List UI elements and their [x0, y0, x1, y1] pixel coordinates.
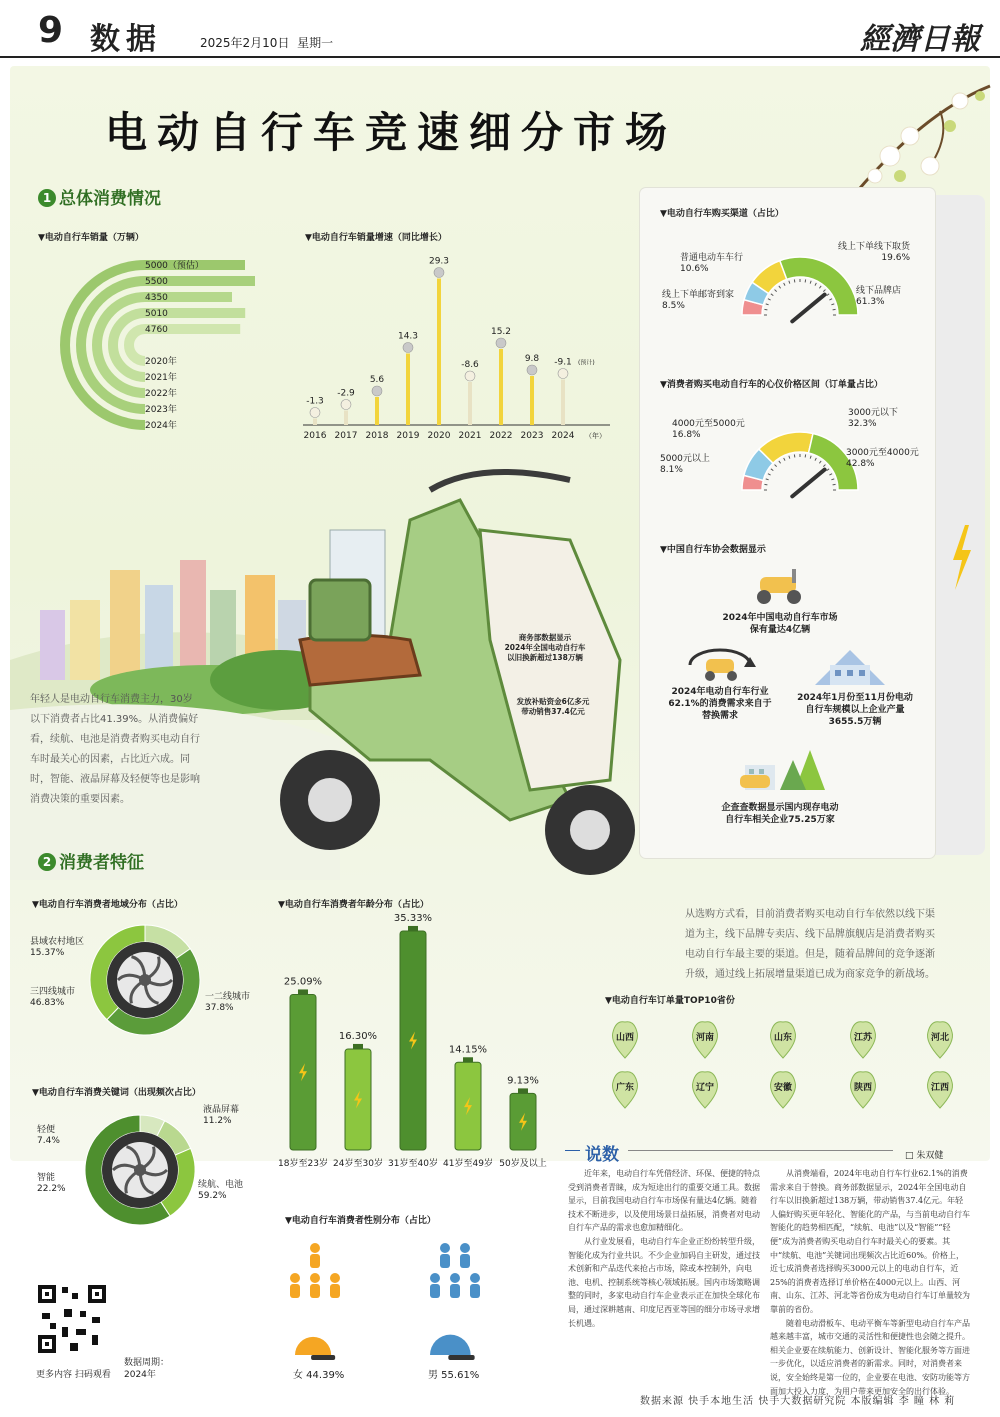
channel-label-2: 线上下单线下取货 19.6%: [837, 242, 910, 263]
province-label: 山东: [773, 1033, 792, 1043]
sales-growth-chart: [295, 250, 635, 450]
price-svg-tick-8: [789, 456, 790, 459]
province-label: 山西: [615, 1033, 634, 1043]
province-label: 安徽: [773, 1083, 792, 1093]
region-svg-hub: [139, 974, 151, 986]
growth-value-label-3: 14.3: [397, 331, 419, 342]
price-svg-tick-16: [827, 469, 829, 471]
province-marker-8: [768, 1070, 798, 1106]
age-title: ▼电动自行车消费者年龄分布（占比）: [278, 900, 429, 910]
price-label-0: 5000元以上 8.1%: [660, 454, 710, 475]
province-marker-3: [768, 1020, 798, 1056]
growth-year-label-8: 2024: [551, 431, 575, 441]
gender-title: ▼电动自行车消费者性别分布（占比）: [285, 1216, 436, 1226]
price-svg-tick-18: [831, 479, 834, 480]
channel-svg-needle: [792, 295, 824, 322]
article-col-1: 近年来，电动自行车凭借经济、环保、便捷的特点受到消费者青睐，成为短途出行的重要交通工具。数据显示，目前我国电动自行车市场保有量达4亿辆。随着技术不断进步，以及使用场景日益拓展，消费者对电动自行车产品的需求也愈加精细化。 从行业发展看，电动自行车企业正纷纷转型升级，智能化成为行业共识。不少企业加码自主研发，通过技术创新和产品迭代来抢占市场，除或本控制外，向电池、电机、控制系统等核心领域拓展。国内市场策略调整的同时，多家电动自行车企业表示正在加快全球化布局，通过深耕越南、印度尼西亚等国的细分市场寻求增长机遇。: [568, 1169, 760, 1328]
young-consumer-paragraph: 年轻人是电动自行车消费主力，30岁以下消费者占比41.39%。从消费偏好看，续航、电池是消费者购买电动自行车时最关心的因素，占比近六成。同时，智能、液晶屏幕及轻便等也是影响消费决策的重要因素。: [30, 694, 200, 805]
scooter-text-trade-in: 商务部数据显示 2024年全国电动自行车 以旧换新超过138万辆: [504, 633, 586, 662]
channel-svg-tick-2: [766, 304, 769, 305]
province-marker-9: [848, 1070, 878, 1106]
channel-svg-tick-6: [779, 286, 781, 288]
shuoshu-title: 说数: [585, 1145, 619, 1165]
price-svg-tick-15: [823, 465, 825, 467]
growth-bar-cap-8: [558, 369, 568, 379]
growth-value-label-4: 29.3: [428, 256, 450, 267]
province-label: 辽宁: [695, 1083, 714, 1093]
age-value-label-0: 25.09%: [283, 976, 323, 988]
channel-svg-tick-14: [819, 286, 821, 288]
sales-value-label-1: 5010: [145, 309, 168, 319]
region-label-2: 一二线城市 37.8%: [205, 992, 251, 1013]
price-svg-tick-13: [815, 458, 816, 461]
price-svg-tick-17: [829, 474, 832, 475]
keywords-label-1: 液晶屏幕 11.2%: [203, 1105, 240, 1126]
age-bar-terminal-1: [353, 1044, 363, 1049]
keywords-svg-hub: [134, 1164, 146, 1176]
keywords-title: ▼电动自行车消费关键词（出现频次占比）: [32, 1088, 201, 1098]
growth-bar-2024: [561, 380, 565, 426]
blossom-branch-icon: [830, 66, 990, 206]
shuoshu-rule-left: [565, 1150, 580, 1151]
growth-bar-2022: [499, 349, 503, 425]
province-marker-7: [690, 1070, 720, 1106]
price-label-2: 3000元以下 32.3%: [848, 408, 898, 429]
fact-enterprises: 企查查数据显示国内现存电动自行车相关企业75.25万家: [721, 803, 839, 825]
growth-value-label-0: -1.3: [306, 396, 324, 407]
price-svg-tick-7: [784, 458, 785, 461]
fact-stock: 2024年中国电动自行车市场保有量达4亿辆: [722, 613, 838, 635]
channel-svg-tick-18: [831, 304, 834, 305]
article-col-2: 从消费端看，2024年电动自行车行业62.1%的消费需求来自于替换。商务部数据显示，2024年全国电动自行车以旧换新超过138万辆，带动销售37.4亿元。年轻人偏好购买更年轻化、智能化的产品，与当前电动自行车智能化的趋势相匹配，“续航、电池”以及“智能”“轻便”成为消费者购买电动自行车时最关心的要素。其中“续航、电池”关键词出现频次占比近60%。价格上，近七成消费者选择购买3000元以上的电动自行车，近25%的消费者选择订单价格在4000元以上。山西、河南、山东、江苏、河北等省份成为电动自行车订单量较为靠前的省份。 随着电动滑板车、电动平衡车等新型电动自行车产品越来越丰富，城市交通的灵活性和便捷性也会随之提升。相关企业要在续航能力、创新设计、智能化服务等方面进一步优化，以适应消费者的新需求。同时，对消费者来说，安全始终是第一位的，企业要在电池、安防功能等方面加大投入力度，为用户带来更加安全的出行体验。: [770, 1169, 970, 1396]
province-marker-10: [925, 1070, 955, 1106]
province-label: 江苏: [853, 1033, 872, 1043]
sales-value-label-2: 4350: [145, 293, 168, 303]
channel-svg-tick-4: [771, 294, 773, 296]
sales-year-label-4: 2024年: [145, 421, 177, 431]
sales-year-label-1: 2021年: [145, 373, 177, 383]
gender-helmet-0: [295, 1337, 331, 1355]
female-figures-icon: [285, 1240, 345, 1310]
province-marker-4: [848, 1020, 878, 1056]
gender-helmet-chart: [285, 1315, 485, 1365]
region-donut-chart: [85, 920, 205, 1040]
growth-year-label-2: 2018: [365, 431, 389, 441]
growth-bar-2019: [406, 354, 410, 426]
channel-paragraph: 从选购方式看，目前消费者购买电动自行车依然以线下渠道为主，线下品牌专卖店、线下品牌旗舰店是消费者购买电动自行车最主要的渠道。但是，随着品牌间的竞争逐渐升级，通过线上拓展增量渠道已成为商家竞争的新战场。: [685, 909, 935, 980]
channel-svg-tick-12: [810, 281, 811, 284]
region-label-0: 县域农村地区 15.37%: [30, 937, 85, 958]
age-value-label-1: 16.30%: [338, 1030, 378, 1042]
price-svg-tick-2: [766, 479, 769, 480]
growth-bar-cap-5: [465, 371, 475, 381]
enterprise-icon: [735, 740, 835, 795]
sales-volume-chart: [30, 245, 290, 455]
province-marker-1: [610, 1020, 640, 1056]
fact-replacement: 2024年电动自行车行业62.1%的消费需求来自于替换需求: [668, 687, 772, 721]
section1-heading: 1 总体消费情况: [38, 184, 161, 209]
sales-value-label-0: 4760: [145, 325, 168, 335]
age-category-label-3: 41岁至49岁: [443, 1159, 493, 1169]
province-marker-6: [610, 1070, 640, 1106]
growth-bar-2016: [313, 419, 317, 426]
growth-bar-cap-1: [341, 400, 351, 410]
sales-value-label-4: 5000（预估）: [145, 261, 204, 271]
factory-icon: [810, 640, 890, 690]
shuoshu-author: □ 朱双健: [905, 1151, 944, 1161]
keywords-label-3: 续航、电池 59.2%: [198, 1180, 244, 1201]
growth-bar-cap-4: [434, 268, 444, 278]
age-category-label-4: 50岁及以上: [499, 1159, 547, 1169]
price-svg-tick-3: [768, 474, 771, 475]
growth-estimate-note: (预计): [578, 359, 595, 367]
paper-logo: 經濟日報: [860, 22, 980, 57]
province-label: 广东: [615, 1083, 634, 1093]
province-marker-2: [690, 1020, 720, 1056]
sales-year-label-0: 2020年: [145, 357, 177, 367]
age-bar-terminal-4: [518, 1088, 528, 1093]
growth-bar-cap-3: [403, 343, 413, 353]
province-marker-5: [925, 1020, 955, 1056]
sales-year-label-3: 2023年: [145, 405, 177, 415]
channel-title: ▼电动自行车购买渠道（占比）: [660, 209, 784, 219]
price-title: ▼消费者购买电动自行车的心仪价格区间（订单量占比）: [660, 380, 883, 390]
age-bar-terminal-0: [298, 989, 308, 994]
price-svg-tick-4: [771, 469, 773, 471]
charger-decoration: [935, 195, 985, 855]
growth-value-label-1: -2.9: [337, 388, 355, 399]
growth-value-label-6: 15.2: [490, 327, 512, 337]
growth-value-label-8: -9.1: [554, 357, 572, 368]
male-figures-icon: [425, 1240, 485, 1310]
scooter-icon: [750, 565, 810, 610]
price-svg-needle: [792, 470, 824, 497]
gender-helmet-visor-0: [311, 1355, 335, 1360]
growth-year-label-6: 2022: [489, 431, 513, 441]
price-svg-tick-5: [775, 465, 777, 467]
growth-year-label-0: 2016: [303, 431, 327, 441]
growth-bar-2018: [375, 397, 379, 425]
channel-label-0: 线上下单邮寄到家 8.5%: [662, 290, 735, 311]
age-bar-terminal-2: [408, 926, 418, 931]
channel-svg-tick-17: [829, 299, 832, 300]
footer-credits: 数据来源 快手本地生活 快手大数据研究院 本版编辑 李 瞳 林 莉: [640, 1396, 956, 1407]
section-name: 数据: [90, 22, 162, 57]
scooter-text-subsidy: 发放补贴资金6亿多元 带动销售37.4亿元: [516, 697, 590, 716]
price-svg-tick-14: [819, 461, 821, 463]
age-value-label-4: 9.13%: [507, 1075, 539, 1087]
gender-female-label: 女 44.39%: [293, 1370, 345, 1381]
sales-year-label-2: 2022年: [145, 389, 177, 399]
growth-bar-2023: [530, 376, 534, 425]
growth-year-unit: （年）: [585, 432, 606, 440]
growth-year-label-7: 2023: [520, 431, 544, 441]
growth-year-label-4: 2020: [427, 431, 451, 441]
gender-male-label: 男 55.61%: [428, 1370, 480, 1381]
growth-year-label-5: 2021: [458, 431, 482, 441]
sales-growth-title: ▼电动自行车销量增速（同比增长）: [305, 233, 447, 243]
channel-label-3: 线下品牌店 61.3%: [856, 286, 902, 307]
channel-label-1: 普通电动车车行 10.6%: [680, 253, 744, 274]
channel-svg-tick-8: [789, 281, 790, 284]
age-battery-chart: [272, 910, 562, 1180]
region-label-1: 三四线城市 46.83%: [30, 987, 76, 1008]
growth-bar-2021: [468, 382, 472, 425]
keywords-label-2: 智能 22.2%: [37, 1173, 66, 1194]
sales-volume-title: ▼电动自行车销量（万辆）: [38, 233, 144, 243]
fact-output: 2024年1月份至11月份电动自行车规模以上企业产量3655.5万辆: [797, 693, 913, 727]
age-bar-terminal-3: [463, 1057, 473, 1062]
growth-value-label-7: 9.8: [524, 354, 540, 364]
province-label: 江西: [930, 1083, 949, 1093]
keywords-donut-chart: [80, 1110, 200, 1230]
growth-bar-cap-0: [310, 408, 320, 418]
channel-svg-segment-3: [780, 257, 858, 315]
sales-value-label-3: 5500: [145, 277, 168, 287]
province-label: 河北: [930, 1033, 949, 1043]
qr-label: 更多内容 扫码观看: [36, 1370, 111, 1380]
age-category-label-2: 31岁至40岁: [388, 1159, 438, 1169]
gender-helmet-1: [430, 1335, 471, 1355]
page-header: [0, 0, 1000, 58]
growth-bar-cap-7: [527, 365, 537, 375]
region-title: ▼电动自行车消费者地域分布（占比）: [32, 900, 183, 910]
data-period: 数据周期： 2024年: [124, 1358, 170, 1380]
growth-value-label-5: -8.6: [461, 360, 479, 370]
channel-svg-tick-13: [815, 283, 816, 286]
price-label-1: 4000元至5000元 16.8%: [672, 419, 745, 440]
growth-bar-cap-6: [496, 338, 506, 348]
channel-svg-tick-5: [775, 290, 777, 292]
growth-year-label-3: 2019: [396, 431, 420, 441]
growth-value-label-2: 5.6: [369, 375, 385, 385]
age-value-label-2: 35.33%: [393, 912, 433, 924]
gender-helmet-visor-1: [448, 1355, 474, 1360]
city-scooter-illustration: [10, 460, 650, 880]
channel-svg-tick-7: [784, 283, 785, 286]
channel-svg-tick-16: [827, 294, 829, 296]
shuoshu-rule-right: [628, 1150, 893, 1151]
age-value-label-3: 14.15%: [448, 1044, 488, 1056]
section2-heading: 2 消费者特征: [38, 848, 144, 873]
replace-cycle-icon: [680, 645, 760, 685]
province-label: 河南: [695, 1033, 714, 1043]
growth-bar-cap-2: [372, 386, 382, 396]
age-category-label-0: 18岁至23岁: [278, 1159, 328, 1169]
qr-code-icon[interactable]: [36, 1283, 108, 1355]
main-title: 电动自行车竞速细分市场: [105, 108, 678, 157]
channel-svg-tick-3: [768, 299, 771, 300]
page-number: 9: [38, 10, 64, 51]
top10-title: ▼电动自行车订单量TOP10省份: [605, 996, 735, 1006]
growth-bar-2017: [344, 411, 348, 426]
price-label-3: 3000元至4000元 42.8%: [846, 448, 919, 469]
growth-bar-2020: [437, 279, 441, 426]
issue-date: 2025年2月10日 星期一: [200, 36, 334, 50]
price-svg-tick-12: [810, 456, 811, 459]
age-category-label-1: 24岁至30岁: [333, 1159, 383, 1169]
association-title: ▼中国自行车协会数据显示: [660, 545, 766, 555]
price-svg-tick-6: [779, 461, 781, 463]
channel-svg-tick-15: [823, 290, 825, 292]
growth-year-label-1: 2017: [334, 431, 358, 441]
keywords-label-0: 轻便 7.4%: [37, 1125, 60, 1146]
province-label: 陕西: [853, 1083, 872, 1093]
